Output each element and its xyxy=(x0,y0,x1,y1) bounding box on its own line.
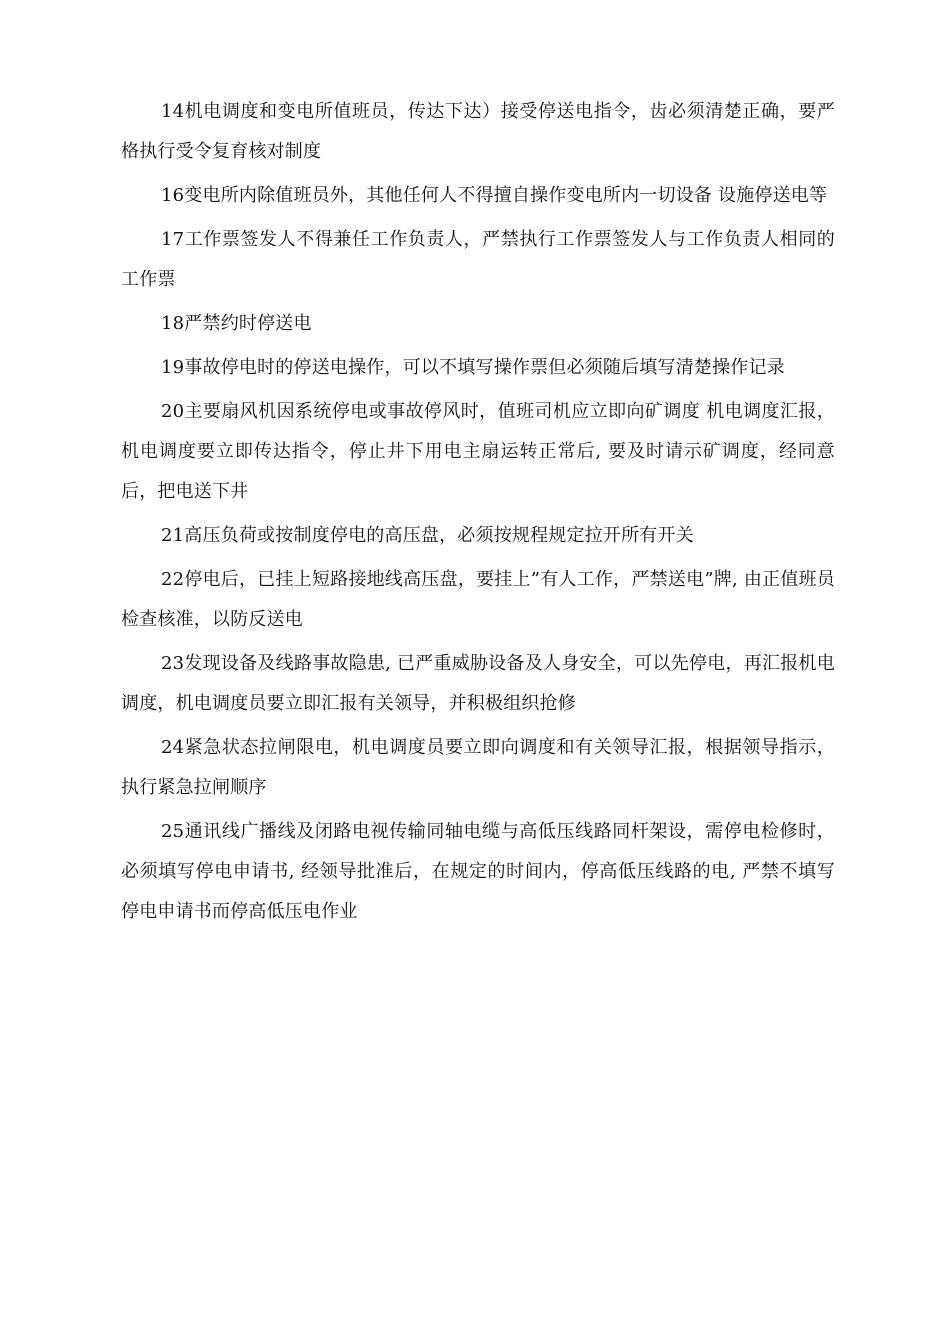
paragraph-item-22: 22停电后，已挂上短路接地线高压盘，要挂上”有人工作，严禁送电”牌, 由正值班员检查核准，以防反送电 xyxy=(121,569,835,630)
paragraph-item-25: 25通讯线广播线及闭路电视传输同轴电缆与高低压线路同杆架设，需停电检修时，必须填写停电申请书, 经领导批准后，在规定的时间内，停高低压线路的电, 严禁不填写停电申请书而停高低压电作业 xyxy=(121,821,835,922)
paragraph-item-20: 20主要扇风机因系统停电或事故停风时，值班司机应立即向矿调度 机电调度汇报，机电调度要立即传达指令，停止井下用电主扇运转正常后, 要及时请示矿调度，经同意后，把电送下井 xyxy=(121,401,835,502)
paragraph-item-14: 14机电调度和变电所值班员，传达下达）接受停送电指令，齿必须清楚正确，要严格执行受令复育核对制度 xyxy=(121,101,835,162)
paragraph-item-17: 17工作票签发人不得兼任工作负责人，严禁执行工作票签发人与工作负责人相同的工作票 xyxy=(121,229,835,290)
paragraph-item-23: 23发现设备及线路事故隐患, 已严重威胁设备及人身安全，可以先停电，再汇报机电调度，机电调度员要立即汇报有关领导，并积极组织抢修 xyxy=(121,653,835,714)
paragraph-item-16: 16变电所内除值班员外，其他任何人不得擅自操作变电所内一切设备 设施停送电等 xyxy=(161,185,828,206)
paragraph-item-24: 24紧急状态拉闸限电，机电调度员要立即向调度和有关领导汇报，根据领导指示，执行紧急拉闸顺序 xyxy=(121,737,835,798)
paragraph-item-19: 19事故停电时的停送电操作，可以不填写操作票但必须随后填写清楚操作记录 xyxy=(161,357,785,378)
document-body xyxy=(121,92,835,936)
paragraph-item-21: 21高压负荷或按制度停电的高压盘，必须按规程规定拉开所有开关 xyxy=(161,525,694,546)
paragraph-item-18: 18严禁约时停送电 xyxy=(161,313,312,334)
